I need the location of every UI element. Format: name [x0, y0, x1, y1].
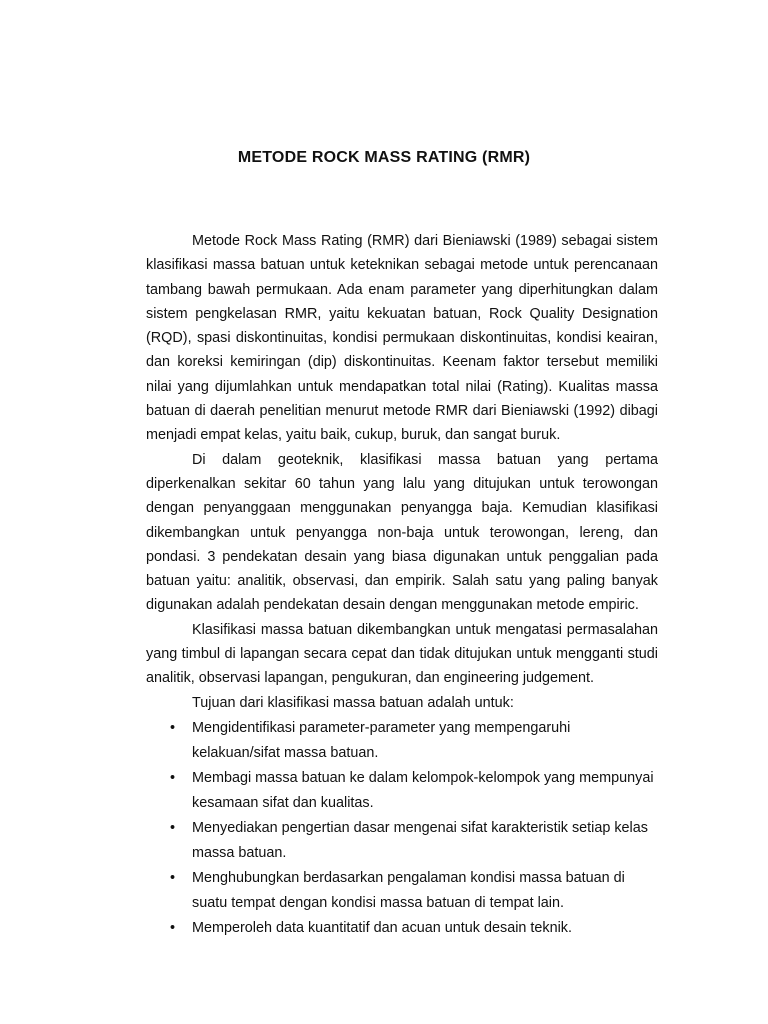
list-item [146, 766, 658, 815]
list-item [146, 816, 658, 865]
bullet-icon: • [170, 720, 176, 737]
list-item [146, 866, 658, 915]
paragraph-geotechnic-history: Di dalam geoteknik, klasifikasi massa batuan yang pertama diperkenalkan sekitar 60 tahun yang lalu yang ditujukan untuk terowongan dengan penyanggaan menggunakan penyangga baja. Kemudian klasifikasi dikembangkan untuk penyangga non-baja untuk terowongan, lereng, dan pondasi. 3 pendekatan desain yang biasa digunakan untuk penggalian pada batuan yaitu: analitik, observasi, dan empirik. Salah satu yang paling banyak digunakan adalah pendekatan desain dengan menggunakan metode empiric. [146, 451, 658, 614]
bullet-icon: • [170, 920, 176, 937]
list-item-text: Menyediakan pengertian dasar mengenai sifat karakteristik setiap kelas massa batuan. [192, 820, 648, 861]
list-item [146, 916, 658, 940]
bullet-icon: • [170, 820, 176, 837]
objectives-list [146, 716, 658, 940]
document-title: METODE ROCK MASS RATING (RMR) [237, 149, 531, 166]
paragraph-classification-purpose: Klasifikasi massa batuan dikembangkan untuk mengatasi permasalahan yang timbul di lapangan secara cepat dan tidak ditujukan untuk mengganti studi analitik, observasi lapangan, pengukuran, dan engineering judgement. [146, 621, 658, 687]
paragraph-objectives-intro: Tujuan dari klasifikasi massa batuan adalah untuk: [192, 694, 514, 711]
bullet-icon: • [170, 870, 176, 887]
bullet-icon: • [170, 770, 176, 787]
list-item-text: Menghubungkan berdasarkan pengalaman kondisi massa batuan di suatu tempat dengan kondisi massa batuan di tempat lain. [192, 870, 625, 911]
list-item-text: Membagi massa batuan ke dalam kelompok-kelompok yang mempunyai kesamaan sifat dan kualitas. [192, 770, 654, 811]
document-body [146, 229, 658, 941]
paragraph-rmr-intro: Metode Rock Mass Rating (RMR) dari Bieniawski (1989) sebagai sistem klasifikasi massa batuan untuk keteknikan sebagai metode untuk perencanaan tambang bawah permukaan. Ada enam parameter yang diperhitungkan dalam sistem pengkelasan RMR, yaitu kekuatan batuan, Rock Quality Designation (RQD), spasi diskontinuitas, kondisi permukaan diskontinuitas, kondisi keairan, dan koreksi kemiringan (dip) diskontinuitas. Keenam faktor tersebut memiliki nilai yang dijumlahkan untuk mendapatkan total nilai (Rating). Kualitas massa batuan di daerah penelitian menurut metode RMR dari Bieniawski (1992) dibagi menjadi empat kelas, yaitu baik, cukup, buruk, dan sangat buruk. [146, 233, 658, 444]
list-item-text: Mengidentifikasi parameter-parameter yang mempengaruhi kelakuan/sifat massa batuan. [192, 720, 571, 761]
list-item [146, 716, 658, 765]
list-item-text: Memperoleh data kuantitatif dan acuan untuk desain teknik. [192, 920, 572, 937]
